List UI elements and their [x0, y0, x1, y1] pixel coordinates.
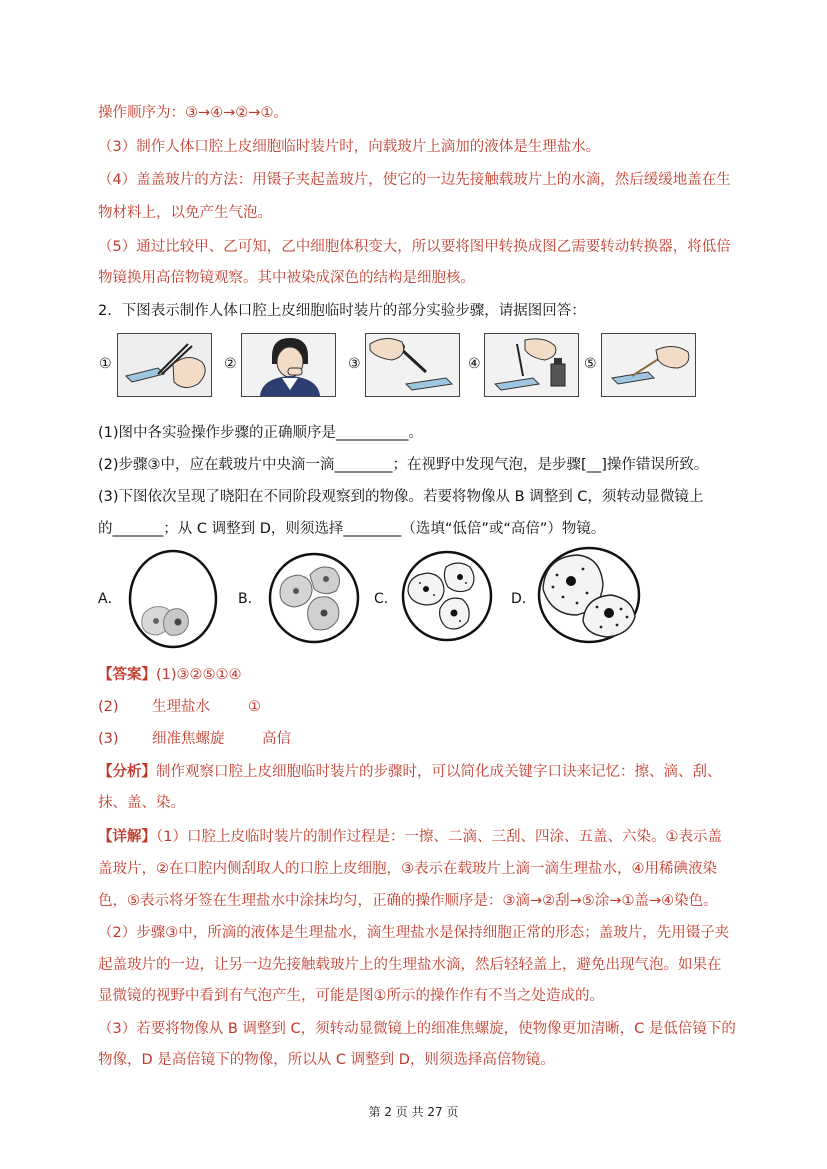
answer-3-number: (3): [98, 731, 119, 747]
answer-2-a: 生理盐水: [152, 699, 210, 715]
step-figure-5: [601, 333, 696, 397]
question-2: (2)步骤③中，应在载玻片中央滴一滴________；在视野中发现气泡，是步骤[__]操作错误所致。: [98, 457, 709, 473]
tweezers-slide-illustration: [118, 334, 211, 396]
step-figure-4: [484, 333, 579, 397]
answer-2-number: (2): [98, 699, 119, 715]
step-figure-1: [117, 333, 212, 397]
text-line: 物镜换用高倍物镜观察。其中被染成深色的结构是细胞核。: [98, 270, 475, 286]
question-1: (1)图中各实验操作步骤的正确顺序是__________。: [98, 425, 424, 441]
detail-line-7: （3）若要将物像从 B 调整到 C，须转动显微镜上的细准焦螺旋，使物像更加清晰，C 是低倍镜下的: [98, 1021, 736, 1037]
detail-line-5: 起盖玻片的一边，让另一边先接触载玻片上的生理盐水滴，然后轻轻盖上，避免出现气泡。如果在: [98, 957, 722, 973]
text-line: （4）盖盖玻片的方法：用镊子夹起盖玻片，使它的一边先接触载玻片上的水滴，然后缓缓地盖在生: [98, 172, 731, 188]
step-number: ②: [224, 356, 237, 372]
microscope-view-a: [128, 549, 218, 649]
step-number: ④: [468, 356, 481, 372]
text-line: 物材料上，以免产生气泡。: [98, 205, 272, 221]
step-figure-2: [241, 333, 336, 397]
page-footer: 第 2 页 共 27 页: [368, 1105, 459, 1119]
answer-3-b: 高信: [262, 731, 291, 747]
person-scraping-mouth-illustration: [242, 334, 335, 396]
answer-line: [98, 665, 242, 685]
microscope-view-b: [268, 549, 360, 647]
step-number: ⑤: [584, 356, 597, 372]
detail-line: [98, 827, 722, 847]
dropper-slide-illustration: [366, 334, 459, 396]
iodine-staining-illustration: [485, 334, 578, 396]
analysis-line-2: 抹、盖、染。: [98, 795, 185, 811]
answer-2-b: ①: [248, 699, 261, 715]
answer-1: (1)③②⑤①④: [156, 667, 242, 683]
microscope-view-d: [537, 545, 641, 645]
step-number: ①: [99, 356, 112, 372]
detail-line-3: 色，⑤表示将牙签在生理盐水中涂抹均匀，正确的操作顺序是：③滴→②刮→⑤涂→①盖→④染色。: [98, 893, 718, 909]
analysis-text: 制作观察口腔上皮细胞临时装片的步骤时，可以简化成关键字口诀来记忆：擦、滴、刮、: [156, 764, 722, 780]
detail-line-6: 显微镜的视野中看到有气泡产生，可能是图①所示的操作作有不当之处造成的。: [98, 988, 604, 1004]
microscope-view-c: [400, 547, 494, 645]
step-figure-3: [365, 333, 460, 397]
text-line: （3）制作人体口腔上皮细胞临时装片时，向载玻片上滴加的液体是生理盐水。: [98, 139, 601, 155]
detail-line-8: 物像，D 是高倍镜下的物像，所以从 C 调整到 D，则须选择高倍物镜。: [98, 1052, 555, 1068]
detail-text: （1）口腔上皮临时装片的制作过程是：一擦、二滴、三刮、四涂、五盖、六染。①表示盖: [156, 829, 722, 845]
circle-label: D．: [511, 591, 536, 607]
answer-3-a: 细准焦螺旋: [152, 731, 225, 747]
circle-label: B．: [238, 591, 262, 607]
circle-label: C．: [374, 591, 398, 607]
text-line: （5）通过比较甲、乙可知，乙中细胞体积变大，所以要将图甲转换成图乙需要转动转换器，将低倍: [98, 239, 731, 255]
question-title: 2．下图表示制作人体口腔上皮细胞临时装片的部分实验步骤，请据图回答：: [98, 303, 586, 319]
circle-label: A．: [98, 591, 122, 607]
detail-line-4: （2）步骤③中，所滴的液体是生理盐水，滴生理盐水是保持细胞正常的形态；盖玻片，先用镊子夹: [98, 925, 730, 941]
analysis-line: [98, 762, 722, 782]
question-3-line-2: 的_______；从 C 调整到 D，则须选择________（选填“低倍”或“高倍”）物镜。: [98, 521, 606, 537]
analysis-tag: 【分析】: [98, 764, 156, 780]
answer-tag: 【答案】: [98, 667, 156, 683]
toothpick-smear-illustration: [602, 334, 695, 396]
question-3-line-1: (3)下图依次呈现了晓阳在不同阶段观察到的物像。若要将物像从 B 调整到 C，须转动显微镜上: [98, 489, 704, 505]
step-number: ③: [348, 356, 361, 372]
detail-tag: 【详解】: [98, 829, 156, 845]
text-line: 操作顺序为：③→④→②→①。: [98, 105, 288, 121]
detail-line-2: 盖玻片，②在口腔内侧刮取人的口腔上皮细胞，③表示在载玻片上滴一滴生理盐水，④用稀碘液染: [98, 861, 717, 877]
